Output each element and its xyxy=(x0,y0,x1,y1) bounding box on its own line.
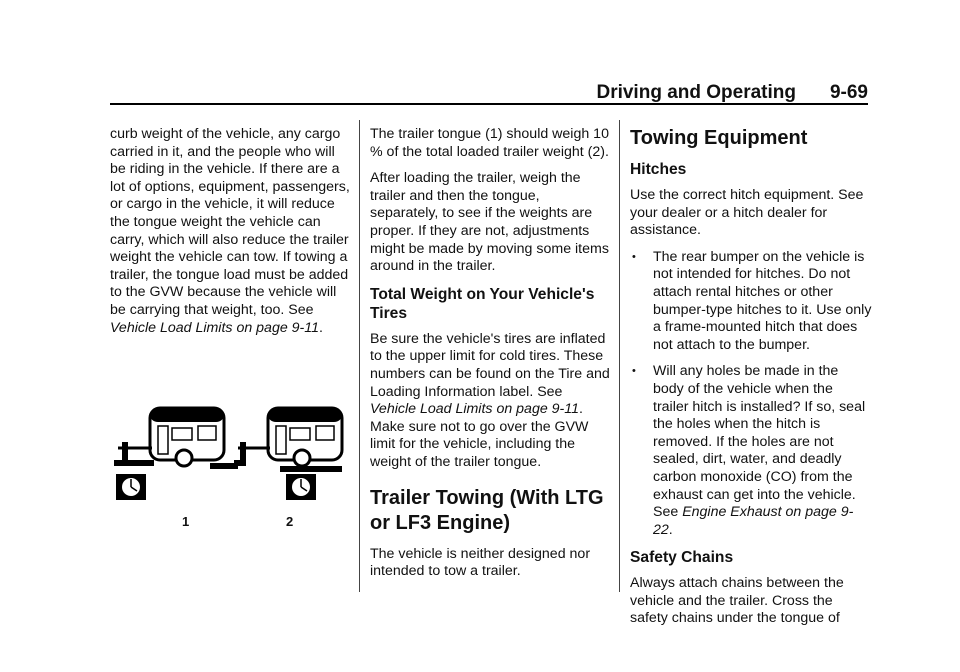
paragraph: After loading the trailer, weigh the trailer and then the tongue, separately, to see if the weights are proper. If they are not, adjustments might be made by moving some items around in the trailer. xyxy=(370,170,609,275)
list-item: • Will any holes be made in the body of the vehicle when the trailer hitch is installed? If so, seal the holes when the hitch is removed. If the holes are not sealed, dirt, water, and deadly carbon monoxide (CO) from the exhaust can get into the vehicle. See Engine Exhaust on page 9-22. xyxy=(632,363,866,538)
trailer-weighing-figure xyxy=(112,396,348,536)
bullet-list xyxy=(630,249,872,540)
section-heading: Total Weight on Your Vehicle's Tires xyxy=(370,285,595,322)
paragraph: The vehicle is neither designed nor intended to tow a trailer. xyxy=(370,545,591,580)
cross-reference: Engine Exhaust on page 9-22 xyxy=(653,504,854,538)
paragraph: Use the correct hitch equipment. See your dealer or a hitch dealer for assistance. xyxy=(630,187,864,239)
section-heading: Towing Equipment xyxy=(630,127,808,149)
figure-label-2: 2 xyxy=(286,514,294,529)
trailer-illustration xyxy=(112,396,348,536)
column-2 xyxy=(370,126,610,590)
column-divider xyxy=(619,120,620,592)
column-divider xyxy=(359,120,360,592)
cross-reference: Vehicle Load Limits on page 9-11 xyxy=(110,319,320,336)
list-item: • The rear bumper on the vehicle is not intended for hitches. Do not attach rental hitches or other bumper-type hitches to it. Use only a frame-mounted hitch that does not attach to the bumper. xyxy=(632,248,872,353)
subsection-heading: Hitches xyxy=(630,161,687,178)
paragraph: curb weight of the vehicle, any cargo carried in it, and the people who will be riding in the vehicle. If there are a lot of options, equipment, passengers, or cargo in the vehicle, it will reduce the tongue weight the vehicle can carry, which will also reduce the trailer weight the vehicle can tow. If towing a trailer, the tongue load must be added to the GVW because the vehicle will be carrying that weight, too. See Vehicle Load Limits on page 9-11. xyxy=(110,126,350,336)
paragraph: Be sure the vehicle's tires are inflated to the upper limit for cold tires. These numbers can be found on the Tire and Loading Information label. See Vehicle Load Limits on page 9-11. Make sure not to go over the GVW limit for the vehicle, including the weight of the trailer tongue. xyxy=(370,330,610,470)
paragraph: The trailer tongue (1) should weigh 10 % of the total loaded trailer weight (2). xyxy=(370,126,609,160)
section-title: Driving and Operating xyxy=(596,82,796,103)
section-heading: Trailer Towing (With LTG or LF3 Engine) xyxy=(370,486,604,534)
page-number: 9-69 xyxy=(829,82,868,103)
subsection-heading: Safety Chains xyxy=(630,549,734,567)
figure-label-1: 1 xyxy=(182,514,190,529)
page-header xyxy=(110,76,868,102)
column-3 xyxy=(630,126,872,637)
trailer-1-drawing xyxy=(114,408,238,500)
paragraph: Always attach chains between the vehicle and the trailer. Cross the safety chains under the tongue of xyxy=(630,575,844,627)
bullet-icon: • xyxy=(632,250,636,263)
trailer-2-drawing xyxy=(234,408,342,500)
column-1 xyxy=(110,126,350,346)
cross-reference: Vehicle Load Limits on page 9-11 xyxy=(370,401,580,418)
bullet-icon: • xyxy=(632,365,636,378)
header-rule xyxy=(110,103,868,105)
